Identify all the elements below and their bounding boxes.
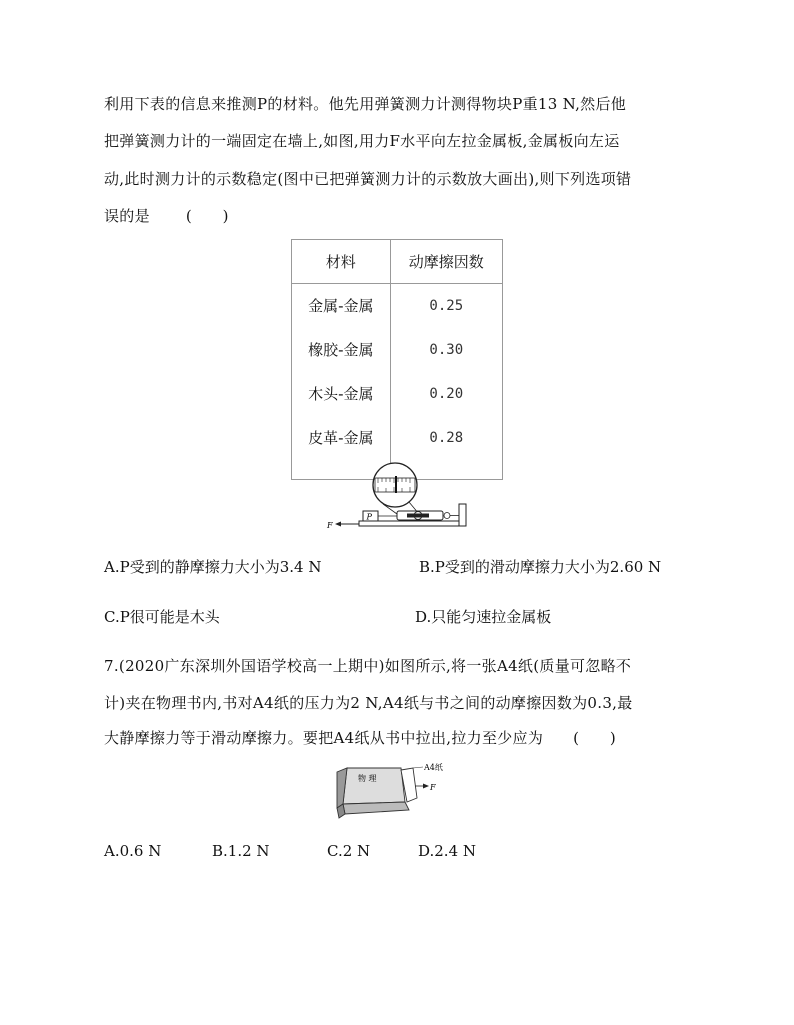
label-f-2: F [430, 783, 436, 792]
q7-line-1: 7.(2020广东深圳外国语学校高一上期中)如图所示,将一张A4纸(质量可忽略不 [104, 657, 632, 675]
table-cell: 0.28 [390, 416, 502, 460]
table-header-material: 材料 [292, 240, 391, 284]
option-7b: B.1.2 N [212, 842, 270, 860]
table-cell: 0.25 [390, 284, 502, 328]
label-p: P [366, 512, 372, 522]
option-7d: D.2.4 N [418, 842, 477, 860]
table-cell: 橡胶-金属 [292, 328, 391, 372]
q7-line-3-text: 大静摩擦力等于滑动摩擦力。要把A4纸从书中拉出,拉力至少应为 [104, 729, 544, 747]
option-6b: B.P受到的滑动摩擦力大小为2.60 N [419, 558, 662, 576]
q7-line-3 [104, 727, 616, 748]
table-cell: 0.20 [390, 372, 502, 416]
spring-balance-figure [325, 462, 475, 534]
option-6d: D.只能匀速拉金属板 [415, 608, 552, 626]
table-cell: 金属-金属 [292, 284, 391, 328]
friction-table [291, 239, 503, 480]
label-f: F [327, 521, 333, 530]
question-line-4-text: 误的是 [104, 207, 150, 225]
q7-answer-bracket: ( ) [573, 729, 617, 747]
question-line-1: 利用下表的信息来推测P的材料。他先用弹簧测力计测得物块P重13 N,然后他 [104, 95, 627, 113]
book-title: 物 理 [358, 774, 377, 783]
option-7a: A.0.6 N [104, 842, 162, 860]
option-7c: C.2 N [327, 842, 371, 860]
table-header-row [292, 240, 503, 284]
option-6c: C.P很可能是木头 [104, 608, 220, 626]
spring [407, 514, 429, 518]
book-figure [335, 764, 465, 824]
question-line-3: 动,此时测力计的示数稳定(图中已把弹簧测力计的示数放大画出),则下列选项错 [104, 170, 632, 188]
answer-bracket: ( ) [185, 207, 229, 225]
question-line-2: 把弹簧测力计的一端固定在墙上,如图,用力F水平向左拉金属板,金属板向左运 [104, 132, 620, 150]
table-row [292, 416, 503, 460]
table-cell: 木头-金属 [292, 372, 391, 416]
wall [459, 504, 466, 526]
metal-plate [359, 521, 465, 526]
table-row [292, 328, 503, 372]
table-cell: 0.30 [390, 328, 502, 372]
label-a4: A4纸 [424, 763, 443, 772]
option-6a: A.P受到的静摩擦力大小为3.4 N [104, 558, 322, 576]
question-line-4 [104, 205, 229, 226]
table-row [292, 284, 503, 328]
table-header-coefficient: 动摩擦因数 [390, 240, 502, 284]
table-row [292, 372, 503, 416]
q7-line-2: 计)夹在物理书内,书对A4纸的压力为2 N,A4纸与书之间的动摩擦因数为0.3,最 [104, 694, 633, 712]
table-cell: 皮革-金属 [292, 416, 391, 460]
